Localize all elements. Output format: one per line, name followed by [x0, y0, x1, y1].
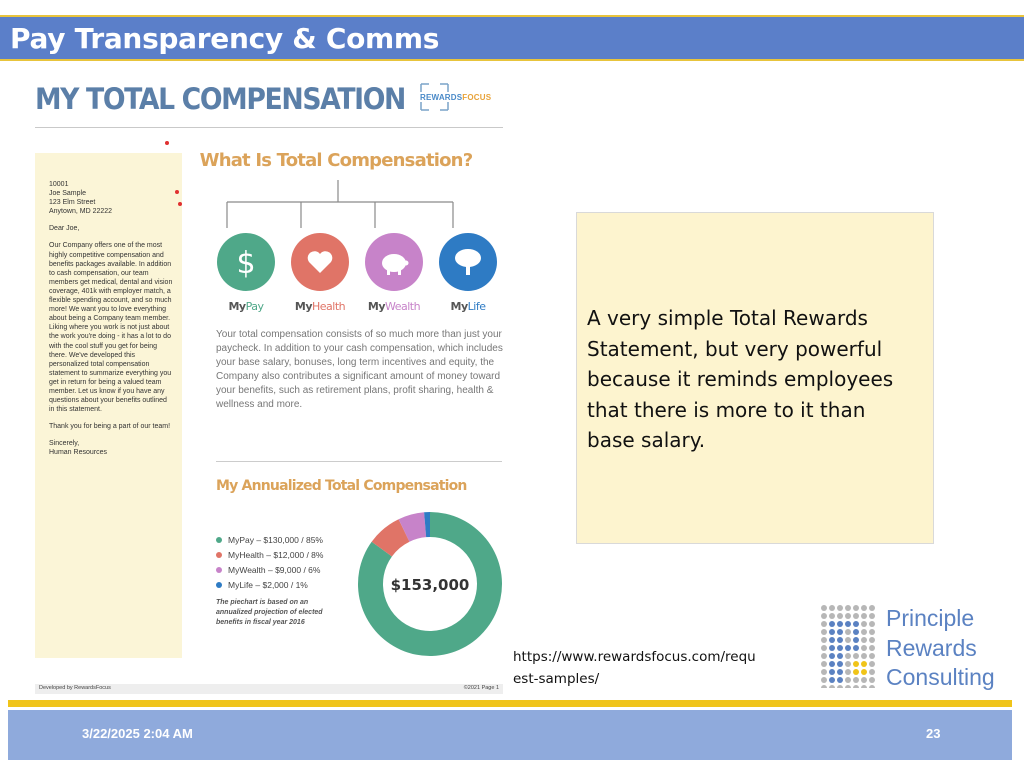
dollar-icon [217, 233, 275, 291]
prc-logo-dot [853, 605, 859, 611]
slide-date: 3/22/2025 2:04 AM [82, 726, 193, 741]
prc-logo-dot [869, 645, 875, 651]
prc-logo-dot [861, 621, 867, 627]
prc-logo-dot [861, 645, 867, 651]
prc-logo-dot [837, 653, 843, 659]
letter-signature: Sincerely, Human Resources [49, 440, 107, 457]
prc-logo-dot [821, 621, 827, 627]
prc-logo-dot [853, 661, 859, 667]
chart-footnote: The piechart is based on an annualized projection of elected benefits in fiscal year 2016 [216, 599, 323, 626]
mywealth-circle [365, 233, 423, 291]
prc-logo-dot [845, 653, 851, 659]
prc-logo-line3: Consulting [886, 664, 995, 690]
prc-logo-dot [829, 669, 835, 675]
title-divider [35, 127, 503, 128]
prc-logo-dot [869, 637, 875, 643]
myhealth-circle [291, 233, 349, 291]
prc-logo-dot [861, 677, 867, 683]
annotation-dot [178, 202, 182, 206]
document-footer-right: ©2021 Page 1 [463, 685, 499, 691]
letter-address: 10001 Joe Sample 123 Elm Street Anytown, MD 22222 [49, 181, 113, 216]
prc-logo-dot [821, 613, 827, 619]
mypay-label: MyPay [228, 300, 264, 313]
letter-salutation: Dear Joe, [49, 225, 80, 233]
prc-logo-dot [869, 629, 875, 635]
legend-label: MyPay – $130,000 / 85% [228, 534, 323, 545]
prc-logo-dot [869, 669, 875, 675]
myhealth-label: MyHealth [294, 300, 346, 313]
prc-logo-line1: Principle [886, 605, 975, 631]
prc-logo-dot [837, 677, 843, 683]
prc-logo-dot [845, 629, 851, 635]
prc-logo-dot [869, 685, 875, 688]
letter-body: Our Company offers one of the most highly competitive compensation and benefits packages available. In addition to cash compensation, our team members get medical, dental and vision coverage, 401k with employer match, a flexible spending account, and so much more! We want you to love everything about being a Company team member. Liking where you work is not just about the work you're doing - it has a lot to do with the cool stuff you get for being there. We've developed this personalized total compensation statement to summarize everything you get in return for being a valued team member. Let us know if you have any questions about your benefits outlined in this statement. [49, 242, 173, 414]
mypay-circle [217, 233, 275, 291]
prc-logo-dot [861, 661, 867, 667]
slide-page-number: 23 [926, 726, 941, 741]
mywealth-label: MyWealth [367, 300, 421, 313]
prc-logo-dot [829, 653, 835, 659]
callout-text: A very simple Total Rewards Statement, but very powerful because it reminds employees that there is more to it than base salary. [587, 306, 894, 452]
callout-box [576, 212, 934, 544]
mylife-circle [439, 233, 497, 291]
prc-logo-dot [853, 685, 859, 688]
prc-logo-dot [869, 661, 875, 667]
prc-logo-dot [845, 621, 851, 627]
prc-logo-dot [829, 605, 835, 611]
slide-title-bar [0, 15, 1024, 61]
legend-dot [216, 552, 222, 558]
mylife-label: MyLife [450, 300, 486, 313]
legend-item-mypay [216, 532, 376, 547]
tree-icon [439, 233, 497, 291]
prc-logo-dot [853, 669, 859, 675]
document-footer-left: Developed by RewardsFocus [39, 685, 111, 691]
prc-logo-dot [837, 621, 843, 627]
chart-legend [216, 532, 376, 628]
document-footer [35, 684, 503, 694]
prc-logo-dot [821, 629, 827, 635]
prc-logo-line2: Rewards [886, 634, 977, 661]
prc-logo-dot [845, 637, 851, 643]
legend-item-mylife [216, 577, 376, 592]
prc-logo-dot [837, 661, 843, 667]
cover-letter [35, 153, 182, 658]
prc-logo-dot [869, 677, 875, 683]
prc-logo-dot [845, 669, 851, 675]
legend-dot [216, 567, 222, 573]
prc-logo-dot [845, 605, 851, 611]
prc-logo-dot [829, 613, 835, 619]
prc-logo-dot [861, 637, 867, 643]
prc-logo-dot [869, 621, 875, 627]
prc-logo-dot [861, 653, 867, 659]
prc-logo-dot [869, 613, 875, 619]
legend-item-mywealth [216, 562, 376, 577]
prc-logo-dot [845, 613, 851, 619]
prc-logo-dot [829, 685, 835, 688]
prc-logo-grid-icon [820, 604, 876, 688]
prc-logo-dot [821, 605, 827, 611]
prc-logo-dot [837, 613, 843, 619]
prc-logo-dot [861, 669, 867, 675]
annualized-compensation-heading: My Annualized Total Compensation [216, 478, 467, 494]
legend-item-myhealth [216, 547, 376, 562]
prc-logo-dot [837, 645, 843, 651]
prc-logo-dot [821, 653, 827, 659]
prc-logo-dot [837, 685, 843, 688]
source-url[interactable]: https://www.rewardsfocus.com/requ est-samples/ [513, 649, 756, 687]
prc-logo-dot [861, 605, 867, 611]
rewardsfocus-logo [420, 93, 491, 102]
prc-logo-dot [853, 645, 859, 651]
document-title: MY TOTAL COMPENSATION [35, 82, 405, 116]
prc-logo-dot [837, 637, 843, 643]
legend-dot [216, 537, 222, 543]
prc-logo-dot [829, 645, 835, 651]
annotation-dot [165, 141, 169, 145]
prc-logo-dot [829, 637, 835, 643]
prc-logo-dot [853, 653, 859, 659]
prc-logo-dot [821, 661, 827, 667]
legend-dot [216, 582, 222, 588]
annotation-dot [175, 190, 179, 194]
legend-label: MyHealth – $12,000 / 8% [228, 549, 324, 560]
slide-title: Pay Transparency & Comms [10, 22, 440, 55]
prc-logo-dot [853, 613, 859, 619]
prc-logo-dot [861, 613, 867, 619]
prc-logo-dot [845, 685, 851, 688]
prc-logo-dot [829, 677, 835, 683]
category-connector-lines [210, 180, 470, 230]
prc-logo-dot [837, 669, 843, 675]
rewardsfocus-part1: REWARDS [420, 93, 463, 102]
prc-logo-dot [861, 685, 867, 688]
prc-logo-dot [853, 629, 859, 635]
compensation-donut-chart [356, 510, 504, 658]
prc-logo-dot [853, 637, 859, 643]
legend-label: MyLife – $2,000 / 1% [228, 579, 308, 590]
prc-logo-dot [853, 677, 859, 683]
prc-logo-dot [821, 637, 827, 643]
prc-logo-text [886, 604, 995, 693]
prc-logo-dot [861, 629, 867, 635]
rewardsfocus-part2: FOCUS [462, 93, 492, 102]
piggy-bank-icon [365, 233, 423, 291]
prc-logo-dot [821, 685, 827, 688]
prc-logo-dot [845, 677, 851, 683]
svg-text:$: $ [236, 246, 256, 281]
prc-logo-dot [869, 605, 875, 611]
prc-logo-dot [829, 621, 835, 627]
prc-logo-dot [845, 645, 851, 651]
prc-logo-dot [821, 669, 827, 675]
prc-logo-dot [821, 677, 827, 683]
total-comp-paragraph: Your total compensation consists of so much more than just your paycheck. In addition to your cash compensation, which includes your base salary, bonuses, long term incentives and equity, the Company also contributes a significant amount of money toward your benefits, such as retirement plans, profit sharing, health & wellness and more. [216, 329, 503, 410]
heart-icon [291, 233, 349, 291]
what-is-total-compensation-heading: What Is Total Compensation? [199, 150, 473, 171]
prc-logo-dot [837, 629, 843, 635]
prc-logo-dot [829, 661, 835, 667]
prc-logo-dot [869, 653, 875, 659]
prc-logo-dot [821, 645, 827, 651]
prc-logo-dot [845, 661, 851, 667]
letter-thanks: Thank you for being a part of our team! [49, 423, 171, 431]
prc-logo-dot [853, 621, 859, 627]
legend-label: MyWealth – $9,000 / 6% [228, 564, 321, 575]
donut-center-total: $153,000 [390, 576, 470, 594]
prc-logo-dot [837, 605, 843, 611]
prc-logo-dot [829, 629, 835, 635]
statement-document [30, 70, 506, 696]
footer-accent-line [8, 700, 1012, 707]
section-divider [216, 461, 502, 462]
